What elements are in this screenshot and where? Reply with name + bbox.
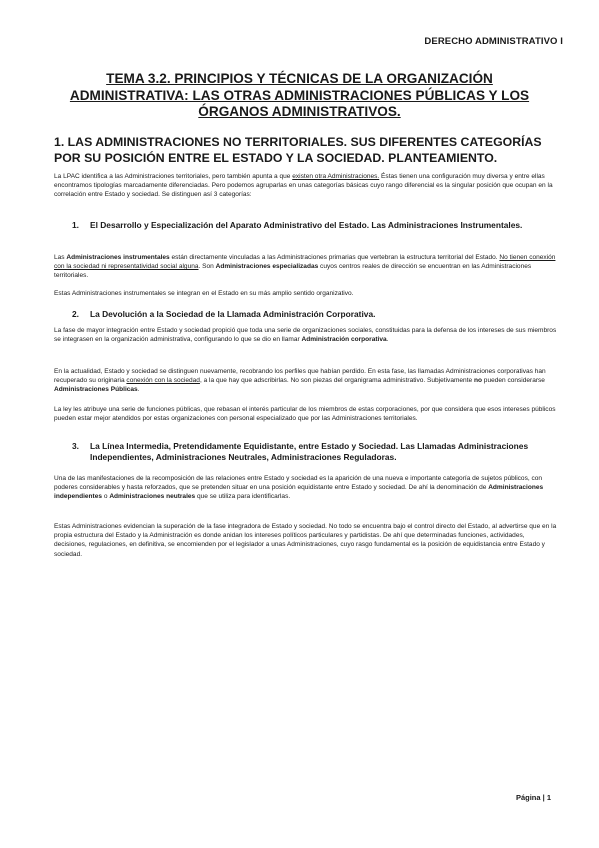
subsection-heading-3 (72, 441, 549, 463)
subsection-title: El Desarrollo y Especialización del Aparato Administrativo del Estado. Las Administraciones Instrumentales. (90, 220, 523, 230)
bold-text: Administración corporativa (301, 336, 387, 344)
page-number: Página | 1 (515, 793, 551, 802)
bold-text: Administraciones independientes (54, 484, 544, 501)
intro-paragraph (54, 172, 557, 200)
bold-text: no (473, 377, 482, 385)
paragraph: Estas Administraciones instrumentales se integran en el Estado en su más amplio sentido organizativo. (54, 290, 354, 297)
subsection-title: La Línea Intermedia, Pretendidamente Equidistante, entre Estado y Sociedad. Las Llamadas Administraciones Independientes, Administraciones Neutrales, Administraciones Reguladoras. (90, 441, 529, 462)
underlined-text: conexión con la sociedad (126, 377, 200, 385)
section-heading: 1. LAS ADMINISTRACIONES NO TERRITORIALES. SUS DIFERENTES CATEGORÍAS POR SU POSICIÓN ENTRE EL ESTADO Y LA SOCIEDAD. PLANTEAMIENTO. (54, 135, 542, 165)
bold-text: Administraciones instrumentales (66, 254, 170, 261)
document-title: TEMA 3.2. PRINCIPIOS Y TÉCNICAS DE LA ORGANIZACIÓN ADMINISTRATIVA: LAS OTRAS ADMINISTRACIONES PÚBLICAS Y LOS ÓRGANOS ADMINISTRATIVOS. (69, 71, 530, 119)
text-run: están directamente vinculadas a las Administraciones primarias que vertebran la estructura territorial del Estado. (169, 254, 500, 261)
subsection-title: La Devolución a la Sociedad de la Llamada Administración Corporativa. (90, 309, 376, 319)
text-run: . (386, 336, 389, 344)
text-run: La LPAC identifica a las Administraciones territoriales, pero también apunta a que (54, 173, 293, 180)
paragraph: Estas Administraciones evidencian la superación de la fase integradora de Estado y sociedad. No todo se encuentra bajo el control directo del Estado, al advertirse que en la propia estructura del Estado y la Administración es donde anidan los intereses políticos particulares y partidistas. De ahí que determinadas funciones, actividades, decisiones, regulaciones, en definitiva, se encomienden por el legislador a unas Administraciones, cuyo rasgo fundamental es la posición de equidistancia entre Estado y sociedad. (54, 523, 557, 558)
text-run: Una de las manifestaciones de la recomposición de las relaciones entre Estado y sociedad es la aparición de una nueva e importante categoría de sujetos públicos, con poderes considerables y hasta reforzados, que se pretenden situar en una posición equidistante entre Estado y sociedad. De ahí la denominación de (54, 475, 543, 492)
paragraph (54, 253, 557, 281)
subsection-heading-2 (72, 309, 549, 320)
text-run: . Son (198, 263, 216, 271)
text-run: cuyos centros reales de dirección se encuentran en las Administraciones territoriales. (54, 263, 532, 280)
text-run: En la actualidad, Estado y sociedad se distinguen nuevamente, recobrando los perfiles que habían perdido. En esta fase, las llamadas Administraciones corporativas han recuperado su originaria (54, 368, 546, 385)
subsection-number: 1. (72, 220, 79, 230)
text-run: pueden considerarse (481, 377, 545, 385)
running-header: DERECHO ADMINISTRATIVO I (424, 36, 563, 47)
text-run: La fase de mayor integración entre Estado y sociedad propició que toda una serie de organizaciones sociales, constituidas para la defensa de los intereses de sus miembros se integrasen en la organización administrativa, configurando lo que se dio en llamar (54, 327, 557, 344)
bold-text: Administraciones especializadas (215, 263, 319, 271)
bold-text: Administraciones Públicas (54, 386, 138, 394)
paragraph: La ley les atribuye una serie de funciones públicas, que rebasan el interés particular de los miembros de estas corporaciones, por que considera que esos intereses públicos pueden estar mejor atendidos por estas organizaciones con personal especializado que por las Administraciones territoriales. (54, 406, 556, 423)
text-run: Las (54, 254, 67, 261)
text-run: . (137, 386, 140, 394)
text-run: que se utiliza para identificarlas. (195, 493, 291, 501)
bold-text: Administraciones neutrales (109, 493, 196, 501)
text-run: o (102, 493, 110, 501)
underlined-text: existen otra Administraciones. (292, 173, 380, 180)
text-run: , a la que hay que adscribirlas. No son piezas del organigrama administrativo. Subjetivamente (199, 377, 474, 385)
subsection-number: 3. (72, 441, 79, 451)
subsection-heading-1 (72, 220, 549, 231)
underlined-text: No tienen conexión con la sociedad ni representatividad social alguna (54, 254, 556, 271)
paragraph (54, 326, 557, 344)
paragraph (54, 367, 557, 395)
subsection-number: 2. (72, 309, 79, 319)
paragraph (54, 474, 557, 502)
text-run: Éstas tienen una configuración muy diversa y entre ellas encontramos tipologías marcadamente diferenciadas. Pero podemos agruparlas en unas categorías básicas cuyo rango diferencial es la singular posición que ocupan en la correlación entre Estado y sociedad. Se distinguen así 3 categorías: (54, 173, 553, 199)
